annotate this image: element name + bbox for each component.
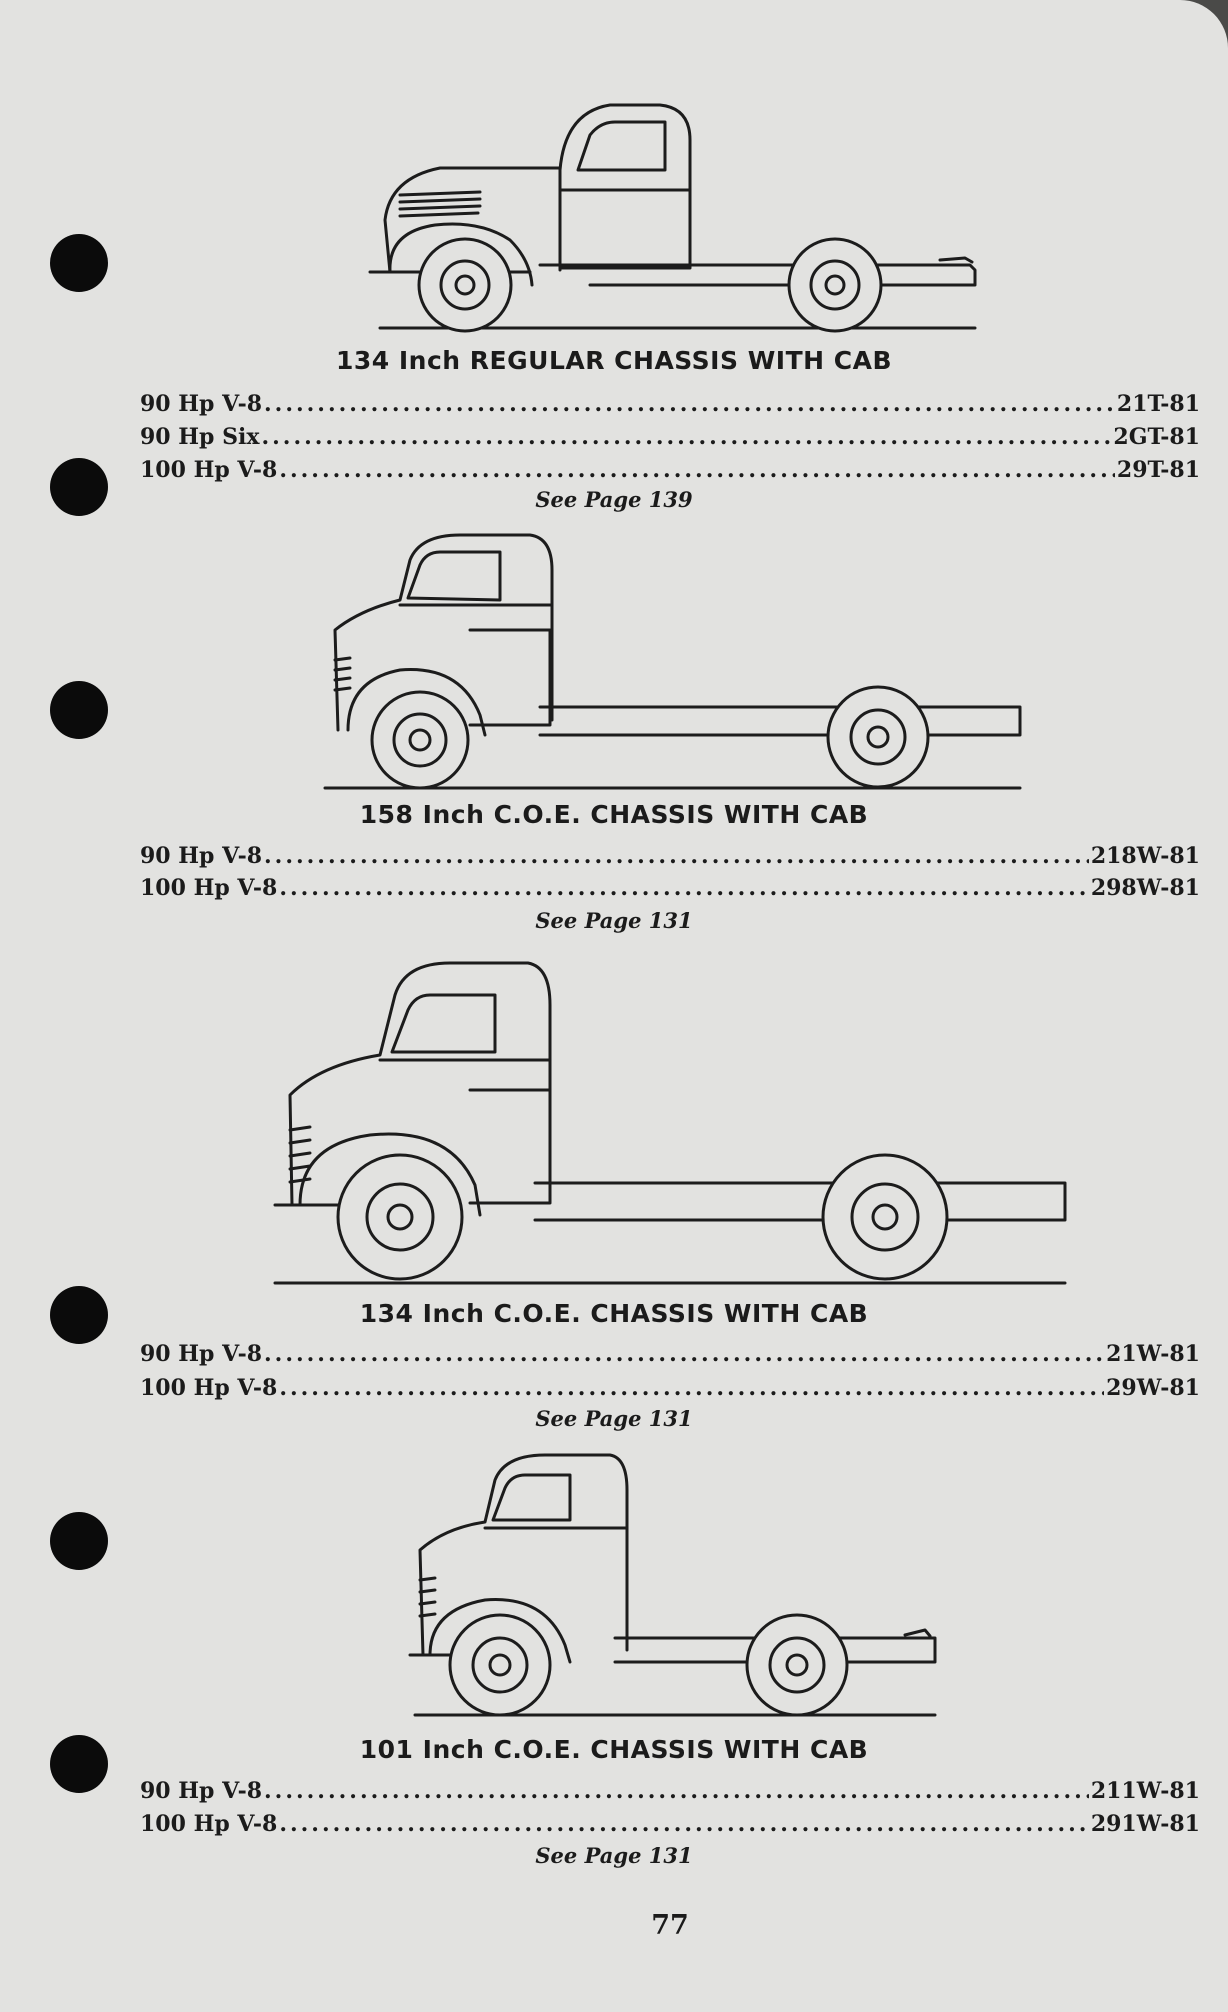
engine-model: 100 Hp V-8 [140,875,278,901]
section-title: 158 Inch C.O.E. CHASSIS WITH CAB [359,800,869,829]
leader-dots [264,843,1089,869]
price-row [140,1778,1200,1812]
price-row [140,1811,1200,1845]
leader-dots [264,1778,1089,1804]
leader-dots [279,875,1088,901]
model-code: 291W-81 [1090,1811,1200,1837]
binder-hole [50,1512,108,1570]
model-code: 21W-81 [1106,1341,1200,1367]
price-row [140,391,1200,425]
engine-model: 90 Hp V-8 [140,391,263,417]
model-code: 29W-81 [1106,1375,1200,1401]
leader-dots [264,391,1115,417]
see-page-reference: See Page 131 [535,1843,693,1868]
model-code: 218W-81 [1090,843,1200,869]
leader-dots [279,1811,1088,1837]
price-row [140,875,1200,909]
model-code: 21T-81 [1116,391,1200,417]
section-title: 101 Inch C.O.E. CHASSIS WITH CAB [359,1735,869,1764]
engine-model: 90 Hp V-8 [140,1778,263,1804]
price-row [140,457,1200,491]
model-code: 298W-81 [1090,875,1200,901]
see-page-reference: See Page 131 [535,1406,693,1431]
binder-hole [50,681,108,739]
regular-chassis-truck-illustration [360,100,990,340]
model-code: 2GT-81 [1113,424,1200,450]
leader-dots [264,1341,1104,1367]
leader-dots [279,1375,1104,1401]
engine-model: 90 Hp V-8 [140,1341,263,1367]
price-row [140,843,1200,877]
model-code: 211W-81 [1090,1778,1200,1804]
see-page-reference: See Page 139 [535,487,693,512]
model-code: 29T-81 [1116,457,1200,483]
binder-hole [50,234,108,292]
engine-model: 90 Hp Six [140,424,260,450]
coe-134-truck-illustration [270,955,1070,1295]
page-number: 77 [651,1910,689,1941]
leader-dots [279,457,1115,483]
coe-158-truck-illustration [320,530,1030,800]
leader-dots [261,424,1111,450]
price-row [140,1375,1200,1409]
engine-model: 100 Hp V-8 [140,1811,278,1837]
engine-model: 90 Hp V-8 [140,843,263,869]
price-row [140,424,1200,458]
engine-model: 100 Hp V-8 [140,457,278,483]
see-page-reference: See Page 131 [535,908,693,933]
price-row [140,1341,1200,1375]
coe-101-truck-illustration [405,1450,945,1725]
engine-model: 100 Hp V-8 [140,1375,278,1401]
section-title: 134 Inch C.O.E. CHASSIS WITH CAB [359,1299,869,1328]
section-title: 134 Inch REGULAR CHASSIS WITH CAB [335,346,892,375]
